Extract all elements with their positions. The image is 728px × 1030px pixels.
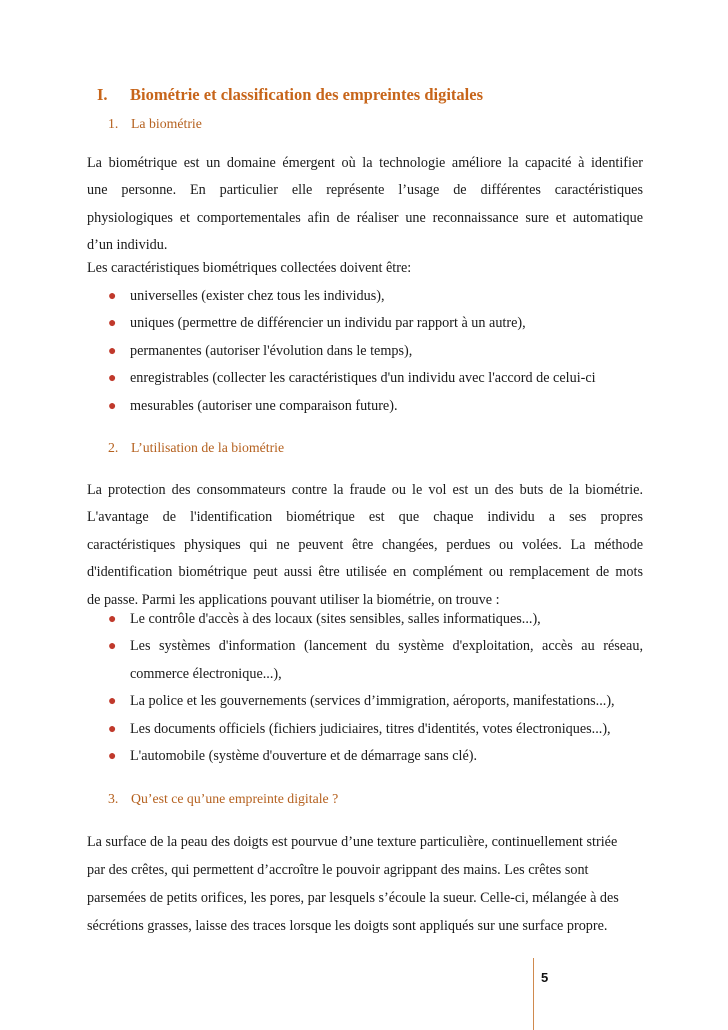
list-item: ● Le contrôle d'accès à des locaux (sites sensibles, salles informatiques...),	[108, 606, 643, 633]
paragraph-line: de passe. Parmi les applications pouvant utiliser la biométrie, on trouve :	[87, 591, 500, 608]
paragraph-utilisation	[87, 477, 643, 614]
paragraph-line: caractéristiques physiques qui ne peuvent être changées, perdues ou volées. La méthode	[87, 536, 643, 553]
characteristics-list	[108, 283, 643, 420]
list-item: ● L'automobile (système d'ouverture et de démarrage sans clé).	[108, 743, 643, 770]
paragraph-line: par des crêtes, qui permettent d’accroître le pouvoir agrippant des mains. Les crêtes sont	[87, 862, 589, 878]
list-item: ● La police et les gouvernements (services d’immigration, aéroports, manifestations...),	[108, 688, 643, 715]
paragraph-line: L'avantage de l'identification biométrique est que chaque individu a ses propres	[87, 509, 643, 526]
paragraph-line: La biométrique est un domaine émergent où la technologie améliore la capacité à identifier	[87, 155, 643, 171]
section-heading	[97, 85, 483, 105]
list-item: ● mesurables (autoriser une comparaison future).	[108, 393, 643, 420]
footer-divider	[533, 958, 534, 1030]
bullet-icon: ●	[108, 289, 117, 304]
paragraph-line: La surface de la peau des doigts est pourvue d’une texture particulière, continuellement striée	[87, 834, 618, 850]
list-item: ● enregistrables (collecter les caractéristiques d'un individu avec l'accord de celui-ci	[108, 365, 643, 392]
paragraph-empreinte	[87, 828, 643, 940]
subsection-number: 1.	[108, 116, 119, 131]
bullet-icon: ●	[108, 398, 117, 414]
applications-list	[108, 606, 643, 770]
paragraph-line: une personne. En particulier elle représente l’usage de différentes caractéristiques	[87, 182, 643, 199]
subsection-title: Qu’est ce qu’une empreinte digitale ?	[131, 791, 339, 806]
paragraph-line: sécrétions grasses, laisse des traces lorsque les doigts sont appliqués sur une surface propre.	[87, 918, 608, 934]
subsection-heading-2	[108, 440, 284, 456]
list-item: ● Les systèmes d'information (lancement du système d'exploitation, accès au réseau, commerce électronique...),	[108, 633, 643, 688]
bullet-icon: ●	[108, 343, 117, 359]
paragraph-line: physiologiques et comportementales afin de réaliser une reconnaissance sure et automatique	[87, 209, 643, 226]
paragraph-line: d’un individu.	[87, 237, 168, 254]
subsection-title: L’utilisation de la biométrie	[131, 440, 285, 455]
paragraph-line: parsemées de petits orifices, les pores, par lesquels s’écoule la sueur. Celle-ci, mélangée à des	[87, 890, 619, 906]
list-item: ● uniques (permettre de différencier un individu par rapport à un autre),	[108, 310, 643, 337]
list-item: ● permanentes (autoriser l'évolution dans le temps),	[108, 338, 643, 365]
section-number: I.	[97, 85, 108, 104]
bullet-icon: ●	[108, 612, 117, 627]
list-item: ● Les documents officiels (fichiers judiciaires, titres d'identités, votes électroniques...),	[108, 716, 643, 743]
list-intro: Les caractéristiques biométriques collectées doivent être:	[87, 259, 412, 276]
bullet-icon: ●	[108, 721, 117, 737]
subsection-number: 2.	[108, 440, 119, 455]
subsection-heading-3	[108, 791, 338, 807]
bullet-icon: ●	[108, 749, 117, 765]
section-title: Biométrie et classification des empreintes digitales	[130, 85, 484, 104]
bullet-icon: ●	[108, 371, 117, 387]
subsection-title: La biométrie	[131, 116, 202, 131]
subsection-number: 3.	[108, 791, 119, 806]
paragraph-line: d'identification biométrique peut aussi être utilisée en complément ou remplacement de mots	[87, 564, 643, 581]
paragraph-line: La protection des consommateurs contre la fraude ou le vol est un des buts de la biométrie.	[87, 482, 643, 498]
bullet-icon: ●	[108, 316, 117, 332]
page-number: 5	[541, 970, 549, 985]
bullet-icon: ●	[108, 639, 117, 655]
subsection-heading-1	[108, 116, 202, 132]
paragraph-biometrie	[87, 150, 643, 282]
list-item: ● universelles (exister chez tous les individus),	[108, 283, 643, 310]
bullet-icon: ●	[108, 694, 117, 710]
